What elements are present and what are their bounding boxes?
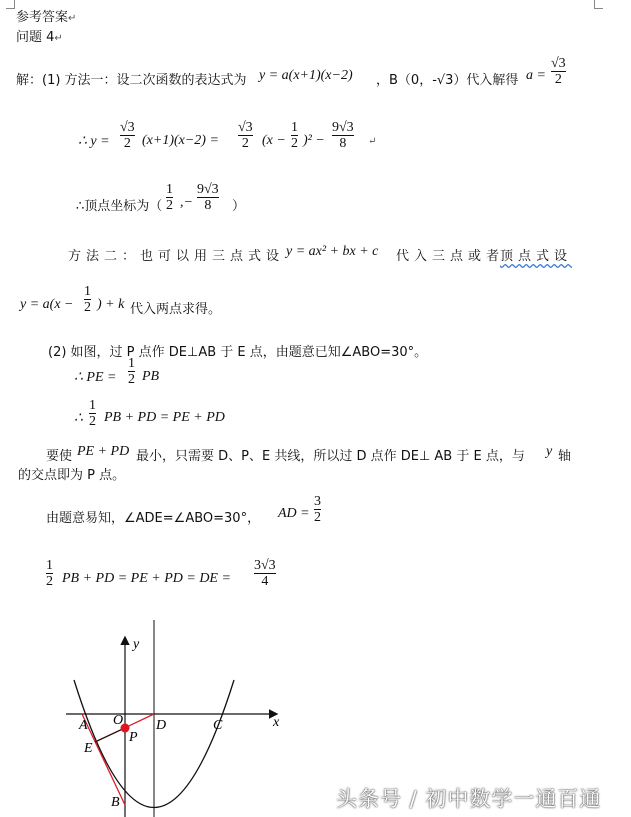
- vertex-close: ）: [232, 199, 246, 214]
- minimize-y: y: [546, 444, 553, 459]
- vertex-x-fraction: $\frac{1}{2}$: [166, 182, 173, 213]
- fraction-sqrt3-over-2-b: $\frac{√3}{2}$: [238, 120, 253, 151]
- ad-fraction: $\frac{3}{2}$: [314, 494, 321, 525]
- vertex-separator: ,−: [180, 195, 193, 210]
- part1-intro: 解：(1) 方法一：设二次函数的表达式为: [16, 73, 247, 88]
- part2-text: (2) 如图，过 P 点作 DE⊥AB 于 E 点，由题意已知∠ABO=30°。: [48, 345, 428, 360]
- fraction-half: $\frac{1}{2}$: [291, 120, 298, 151]
- part1-expression: y = a(x+1)(x−2): [259, 68, 353, 83]
- easy-text: 由题意易知，∠ADE=∠ABO=30°，: [46, 511, 261, 526]
- label-c: C: [213, 718, 223, 733]
- sum-half: $\frac{1}{2}$: [89, 398, 96, 429]
- answer-title: 参考答案↵: [16, 10, 77, 25]
- fraction-a-value: $\frac{√3}{2}$: [551, 56, 566, 87]
- question-number: 问题 4↵: [16, 30, 63, 45]
- label-y: y: [133, 637, 140, 652]
- sum-expression: PB + PD = PE + PD: [104, 410, 225, 425]
- method2-text-b: 代入三点或者: [396, 249, 505, 264]
- label-o: O: [113, 713, 124, 728]
- pe-suffix: PB: [142, 369, 160, 384]
- label-a: A: [79, 718, 88, 733]
- minimize-text-c: 轴: [558, 449, 572, 464]
- final-half: $\frac{1}{2}$: [46, 558, 53, 589]
- ad-expression: AD =: [278, 506, 310, 521]
- watermark: 头条号 / 初中数学一通百通: [336, 787, 602, 811]
- final-fraction: $\frac{3√3}{4}$: [254, 558, 276, 589]
- paragraph-mark: ↵: [368, 136, 377, 147]
- sum-prefix: ∴: [74, 411, 83, 426]
- parabola-figure: [0, 600, 320, 817]
- method2-half: $\frac{1}{2}$: [84, 284, 91, 315]
- minimize-line2: 的交点即为 P 点。: [18, 468, 126, 483]
- factored-form: (x+1)(x−2) =: [142, 133, 219, 148]
- fraction-9sqrt3-over-8: $\frac{9√3}{8}$: [332, 120, 354, 151]
- part1-point: ，B（0，-√3）代入解得: [376, 73, 519, 88]
- vertex-text: ∴顶点坐标为（: [76, 199, 163, 214]
- line-ed-dark: [95, 728, 125, 742]
- corner-mark-left: [6, 0, 15, 9]
- label-d: D: [156, 718, 167, 733]
- pe-half: $\frac{1}{2}$: [128, 356, 135, 387]
- pe-prefix: ∴ PE =: [74, 370, 117, 385]
- a-label: a =: [526, 68, 546, 83]
- method2-text: 方法二：也可以用三点式设: [68, 249, 285, 264]
- label-e: E: [84, 741, 93, 756]
- label-p: P: [129, 730, 138, 745]
- minimize-expression: PE + PD: [77, 444, 130, 459]
- fraction-sqrt3-over-2: $\frac{√3}{2}$: [120, 120, 135, 151]
- label-x: x: [273, 715, 280, 730]
- minimize-text-b: 最小，只需要 D、P、E 共线，所以过 D 点作 DE⊥ AB 于 E 点，与: [136, 449, 525, 464]
- minimize-text-a: 要使: [46, 449, 73, 464]
- vertex-form-end: )² −: [303, 133, 325, 148]
- expansion-prefix: ∴ y =: [78, 134, 110, 149]
- method2-line2-start: y = a(x −: [20, 297, 74, 312]
- label-b: B: [111, 795, 120, 810]
- vertex-y-fraction: $\frac{9√3}{8}$: [197, 182, 219, 213]
- method2-line2-end: 代入两点求得。: [130, 302, 222, 317]
- method2-line2-mid: ) + k: [97, 297, 125, 312]
- final-expression: PB + PD = PE + PD = DE =: [62, 571, 231, 586]
- method2-expression: y = ax² + bx + c: [286, 244, 379, 259]
- vertex-form-start: (x −: [262, 133, 286, 148]
- method2-text-c: 顶点式设: [500, 249, 573, 264]
- corner-mark-right: [594, 0, 603, 9]
